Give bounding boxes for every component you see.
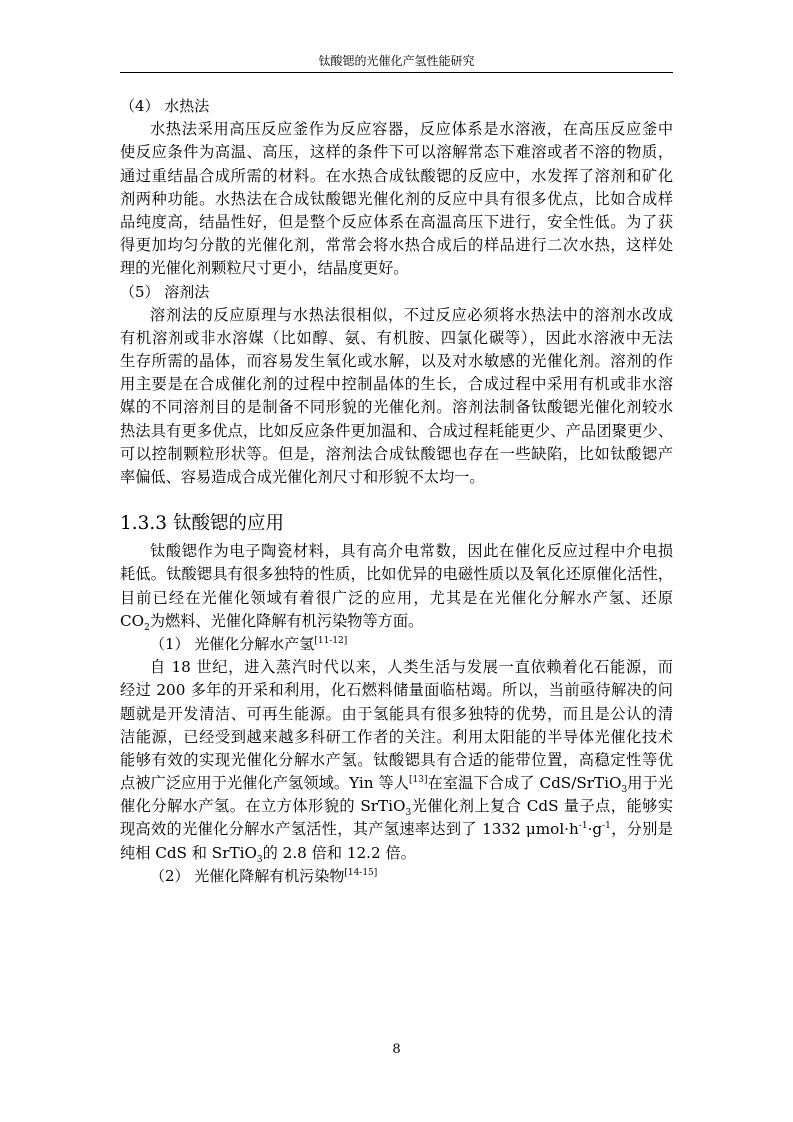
text-line: 热法具有更多优点，比如反应条件更加温和、合成过程耗能更少、产品团聚更少、	[120, 421, 673, 440]
text-line: 剂两种功能。水热法在合成钛酸锶光催化剂的反应中具有很多优点，比如合成样	[120, 189, 673, 208]
text-line: 题就是开发清洁、可再生能源。由于氢能具有很多独特的优势，而且是公认的清	[120, 704, 673, 723]
text-line: 率偏低、容易造成合成光催化剂尺寸和形貌不太均一。	[120, 468, 485, 486]
heading-pollutant-degradation	[120, 865, 673, 888]
section-heading-applications: 1.3.3 钛酸锶的应用	[120, 513, 284, 535]
subscript: 3	[405, 808, 412, 819]
text-span: 用于光	[627, 774, 673, 793]
paragraph-hydrothermal	[120, 118, 673, 280]
text-span: ·g	[587, 820, 603, 839]
page-number: 8	[392, 1042, 401, 1057]
text-line: 洁能源，已经受到越来越多科研工作者的关注。利用太阳能的半导体光催化技术	[120, 727, 673, 746]
text-line: 可以控制颗粒形状等。但是，溶剂法合成钛酸锶也存在一些缺陷，比如钛酸锶产	[120, 444, 673, 463]
superscript: -1	[578, 821, 588, 832]
text-line	[120, 818, 673, 841]
text-line: 能够有效的实现光催化分解水产氢。钛酸锶具有合适的能带位置，高稳定性等优	[120, 750, 673, 769]
text-line: 自 18 世纪，进入蒸汽时代以来，人类生活与发展一直依赖着化石能源，而	[150, 658, 673, 677]
citation-ref: [13]	[409, 775, 428, 785]
text-span: 点被广泛应用于光催化产氢领域。Yin 等人	[120, 774, 410, 793]
text-line: 使反应条件为高温、高压，这样的条件下可以溶解常态下难溶或者不溶的物质，	[120, 143, 673, 162]
text-line: 水热法采用高压反应釜作为反应容器，反应体系是水溶液，在高压反应釜中	[150, 120, 673, 139]
subscript: 3	[621, 785, 628, 796]
text-line	[120, 772, 673, 795]
heading-text: （2） 光催化降解有机污染物	[150, 866, 345, 885]
text-span: 的 2.8 倍和 12.2 倍。	[262, 843, 416, 862]
text-span: 在室温下合成了 CdS/SrTiO	[427, 774, 622, 793]
superscript: -1	[602, 821, 611, 832]
text-line	[120, 795, 673, 818]
text-span: 现高效的光催化分解水产氢活性，其产氢速率达到了 1332 μmol·h	[120, 820, 579, 839]
text-line: 理的光催化剂颗粒尺寸更小，结晶度更好。	[120, 259, 409, 278]
text-line: 耗低。钛酸锶具有很多独特的性质，比如优异的电磁性质以及氧化还原催化活性，	[120, 565, 673, 584]
text-line: 生存所需的晶体，而容易发生氧化或水解，以及对水敏感的光催化剂。溶剂的作	[120, 352, 673, 371]
text-line	[120, 842, 673, 865]
text-line: 目前已经在光催化领域有着很广泛的应用，尤其是在光催化分解水产氢、还原	[120, 588, 673, 607]
text-line: 钛酸锶作为电子陶瓷材料，具有高介电常数，因此在催化反应过程中介电损	[150, 542, 673, 561]
text-span: 纯相 CdS 和 SrTiO	[120, 843, 257, 862]
subscript: 3	[256, 854, 263, 865]
text-line: 溶剂法的反应原理与水热法很相似，不过反应必须将水热法中的溶剂水改成	[150, 305, 673, 324]
text-line	[120, 610, 673, 633]
header-title: 钛酸锶的光催化产氢性能研究	[318, 54, 475, 68]
text-line: 媒的不同溶剂目的是制备不同形貌的光催化剂。溶剂法制备钛酸锶光催化剂较水	[120, 398, 673, 417]
page-body	[120, 95, 673, 888]
heading-hydrothermal: （4） 水热法	[120, 97, 210, 115]
paragraph-water-splitting	[120, 656, 673, 865]
heading-water-splitting	[120, 633, 673, 656]
text-span: ，分别是	[610, 820, 673, 839]
heading-text: （1） 光催化分解水产氢	[150, 634, 315, 653]
text-line: 用主要是在合成催化剂的过程中控制晶体的生长，合成过程中采用有机或非水溶	[120, 375, 673, 394]
citation-ref: [11-12]	[314, 635, 348, 646]
paragraph-applications	[120, 540, 673, 633]
text-span: 为燃料、光催化降解有机污染物等方面。	[149, 611, 424, 630]
text-span: 光催化剂上复合 CdS 量子点，能够实	[411, 797, 673, 816]
text-line: 通过重结晶合成所需的材料。在水热合成钛酸锶的反应中，水发挥了溶剂和矿化	[120, 166, 673, 185]
text-span: 催化分解水产氢。在立方体形貌的 SrTiO	[120, 797, 406, 816]
text-line: 品纯度高，结晶性好，但是整个反应体系在高温高压下进行，安全性低。为了获	[120, 212, 673, 231]
subscript: 2	[144, 622, 150, 633]
citation-ref: [14-15]	[344, 867, 378, 878]
co2-formula: CO	[120, 611, 145, 630]
text-line: 经过 200 多年的开采和利用，化石燃料储量面临枯竭。所以，当前亟待解决的问	[120, 681, 673, 700]
paragraph-solvothermal	[120, 304, 673, 490]
text-line: 有机溶剂或非水溶媒（比如醇、氨、有机胺、四氯化碳等），因此水溶液中无法	[120, 328, 673, 347]
heading-solvothermal: （5） 溶剂法	[120, 282, 210, 301]
text-line: 得更加均匀分散的光催化剂，常常会将水热合成后的样品进行二次水热，这样处	[120, 236, 673, 255]
running-header	[120, 52, 673, 73]
